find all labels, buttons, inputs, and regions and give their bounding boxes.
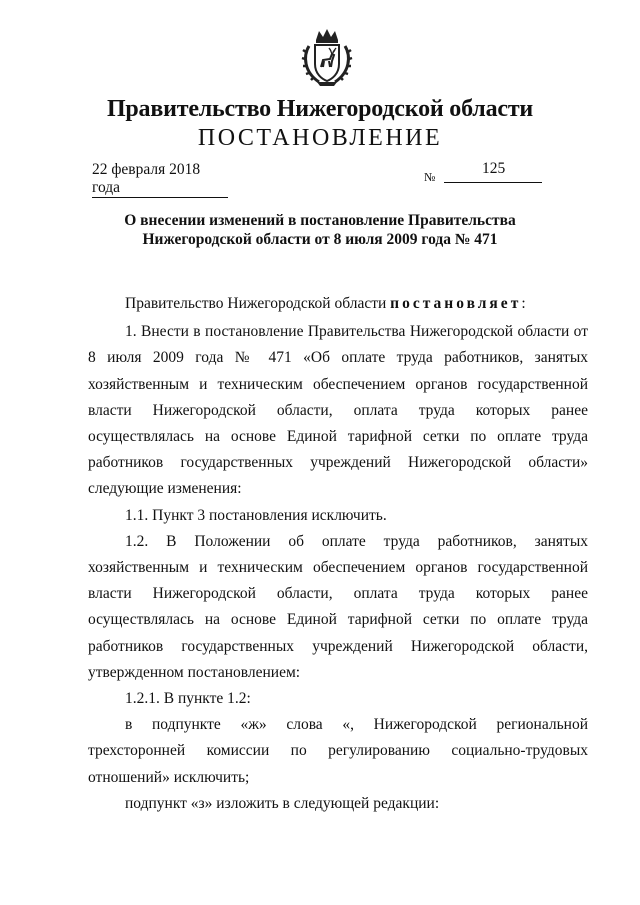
paragraph-1: 1. Внести в постановление Правительства Нижегородской области от 8 июля 2009 года № 471 «Об оплате труда работников, занятых хозяйственным и техническим обеспечением органов государственной власти Нижегородской области, оплата труда которых ранее осуществлялась на основе Единой тарифной сетки по оплате труда работников государственных учреждений Нижегородской области» следующие изменения: — [88, 323, 588, 498]
document-type: ПОСТАНОВЛЕНИЕ — [197, 125, 443, 151]
document-subject — [120, 211, 520, 249]
subject-line-2: Нижегородской области от 8 июля 2009 года № 471 — [142, 231, 498, 248]
coat-of-arms-icon — [299, 26, 355, 88]
paragraph-z: подпункт «з» изложить в следующей редакции: — [125, 794, 440, 812]
document-date: 22 февраля 2018 года — [92, 161, 228, 198]
paragraph-1-1: 1.1. Пункт 3 постановления исключить. — [125, 506, 387, 524]
paragraph-zh: в подпункте «ж» слова «, Нижегородской региональной трехсторонней комиссии по регулированию социально-трудовых отношений» исключить; — [88, 716, 588, 786]
number-sign: № — [424, 170, 436, 184]
document-number: 125 — [482, 160, 506, 177]
paragraph-1-2: 1.2. В Положении об оплате труда работников, занятых хозяйственным и техническим обеспечением органов государственной власти Нижегородской области, оплата труда которых ранее осуществлялась на основе Единой тарифной сетки по оплате труда работников государственных учреждений Нижегородской области, утвержденном постановлением: — [88, 532, 588, 681]
subject-line-1: О внесении изменений в постановление Правительства — [124, 212, 516, 229]
intro-colon: : — [521, 295, 526, 312]
paragraph-1-2-1: 1.2.1. В пункте 1.2: — [125, 690, 251, 708]
intro-text: Правительство Нижегородской области — [125, 295, 387, 312]
org-title: Правительство Нижегородской области — [106, 96, 534, 122]
intro-keyword: постановляет — [390, 295, 522, 312]
number-underline — [444, 182, 542, 183]
document-body — [88, 291, 588, 817]
intro-paragraph — [88, 291, 588, 317]
